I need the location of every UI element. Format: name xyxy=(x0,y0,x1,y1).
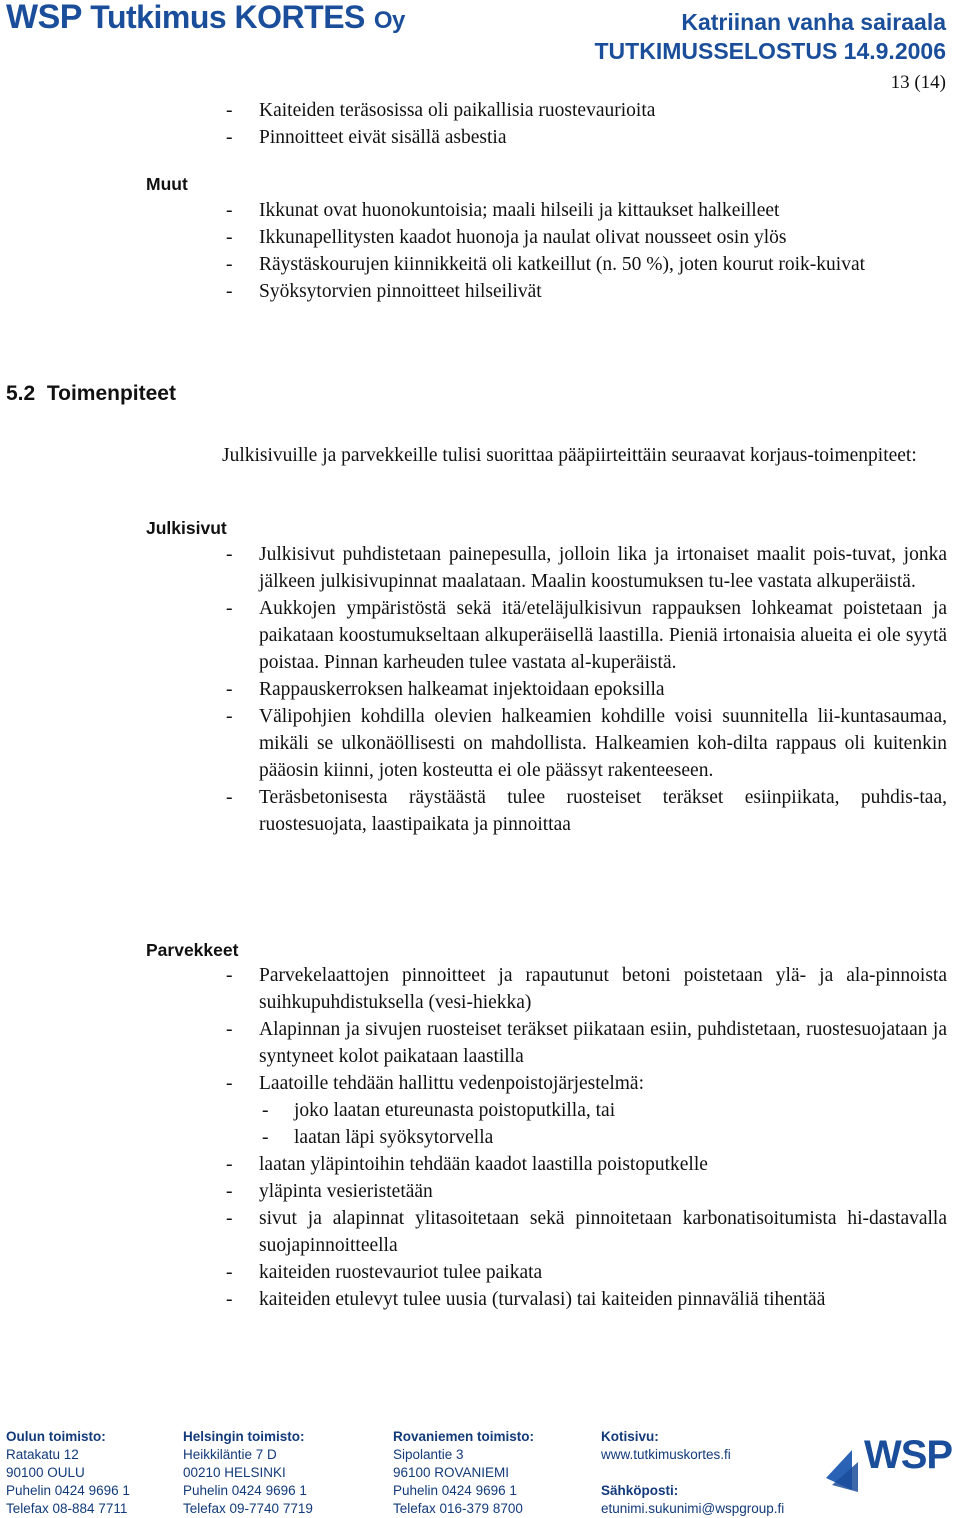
list-item: - Aukkojen ympäristöstä sekä itä/eteläjulkisivun rappauksen lohkeamat poistetaan ja paikataan koostumukseltaan alkuperäisellä laastilla. Pieniä irtonaisia alueita ei ole syytä poistaa. Pinnan karheuden tulee vastata al-kuperäistä. xyxy=(222,595,947,676)
footer-line: Heikkiläntie 7 D xyxy=(183,1447,277,1462)
footer-line: Ratakatu 12 xyxy=(6,1447,79,1462)
footer-line: Puhelin 0424 9696 1 xyxy=(6,1483,130,1498)
sub-list xyxy=(259,1097,947,1151)
footer-line: Telefax 08-884 7711 xyxy=(6,1501,128,1516)
section-intro: Julkisivuille ja parvekkeille tulisi suorittaa pääpiirteittäin seuraavat korjaus-toimenpiteet: xyxy=(222,445,917,466)
footer-title: Rovaniemen toimisto: xyxy=(393,1429,535,1444)
footer-helsinki xyxy=(183,1428,313,1518)
list-item: - Kaiteiden teräsosissa oli paikallisia ruostevaurioita xyxy=(222,97,947,124)
footer-line: Telefax 09-7740 7719 xyxy=(183,1501,313,1516)
list-item: - laatan yläpintoihin tehdään kaadot laastilla poistoputkelle xyxy=(222,1151,947,1178)
footer-contact xyxy=(601,1428,784,1518)
email-link[interactable]: etunimi.sukunimi@wspgroup.fi xyxy=(601,1501,785,1516)
list-item: - Välipohjien kohdilla olevien halkeamien kohdille voisi suunnitella lii-kuntasaumaa, mikäli se ulkonäöllisesti on mahdollista. Halkeamien koh-dilta rappaus oli kuitenkin pääosin kiinni, joten kosteutta ei ole päässyt rakenteeseen. xyxy=(222,703,947,784)
company-logo xyxy=(6,0,405,40)
list-item: - Julkisivut puhdistetaan painepesulla, jolloin lika ja irtonaiset maalit pois-tuvat, jonka jälkeen julkisivupinnat maalataan. Maalin koostumuksen tu-lee vastata alkuperäistä. xyxy=(222,541,947,595)
list-item: - kaiteiden etulevyt tulee uusia (turvalasi) tai kaiteiden pinnaväliä tihentää xyxy=(222,1286,947,1313)
top-list xyxy=(222,97,947,151)
footer-title: Helsingin toimisto: xyxy=(183,1429,305,1444)
section-heading-muut: Muut xyxy=(146,174,188,194)
list-item: - yläpinta vesieristetään xyxy=(222,1178,947,1205)
footer-title: Oulun toimisto: xyxy=(6,1429,106,1444)
muut-list xyxy=(222,197,902,305)
list-item-text: Laatoille tehdään hallittu vedenpoistojärjestelmä: xyxy=(259,1073,644,1094)
footer-logo xyxy=(818,1433,956,1498)
footer-rovaniemi xyxy=(393,1428,534,1518)
list-item: - Syöksytorvien pinnoitteet hilseilivät xyxy=(222,278,902,305)
logo-wsp: WSP xyxy=(6,0,82,36)
email-title: Sähköposti: xyxy=(601,1483,679,1498)
logo-name: Tutkimus KORTES xyxy=(90,0,365,35)
julkisivut-list xyxy=(222,541,947,838)
list-item: - sivut ja alapinnat ylitasoitetaan sekä pinnoitetaan karbonatisoitumista hi-dastavalla suojapinnoitteella xyxy=(222,1205,947,1259)
logo-oy: Oy xyxy=(373,7,405,34)
list-item: - Pinnoitteet eivät sisällä asbestia xyxy=(222,124,947,151)
footer-line: 90100 OULU xyxy=(6,1465,85,1480)
section-heading-julkisivut: Julkisivut xyxy=(146,518,227,538)
list-item xyxy=(222,1070,947,1151)
footer-title: Kotisivu: xyxy=(601,1429,659,1444)
website-link[interactable]: www.tutkimuskortes.fi xyxy=(601,1447,731,1462)
page-number: 13 (14) xyxy=(890,72,946,93)
footer-oulu xyxy=(6,1428,130,1518)
list-item: - Parvekelaattojen pinnoitteet ja rapautunut betoni poistetaan ylä- ja ala-pinnoista suihkupuhdistuksella (vesi-hiekka) xyxy=(222,962,947,1016)
list-item: - Räystäskourujen kiinnikkeitä oli katkeillut (n. 50 %), joten kourut roik-kuivat xyxy=(222,251,902,278)
section-heading-5-2: 5.2 Toimenpiteet xyxy=(6,382,176,405)
list-item: - Ikkunat ovat huonokuntoisia; maali hilseili ja kittaukset halkeilleet xyxy=(222,197,902,224)
list-item: - Ikkunapellitysten kaadot huonoja ja naulat olivat nousseet osin ylös xyxy=(222,224,902,251)
footer-line: Telefax 016-379 8700 xyxy=(393,1501,523,1516)
footer-logo-text: WSP xyxy=(864,1433,953,1477)
footer-line: 96100 ROVANIEMI xyxy=(393,1465,510,1480)
sub-list-item: - laatan läpi syöksytorvella xyxy=(259,1124,947,1151)
sub-list-item: - joko laatan etureunasta poistoputkilla, tai xyxy=(259,1097,947,1124)
document-title: Katriinan vanha sairaala xyxy=(681,9,946,35)
footer-line: Puhelin 0424 9696 1 xyxy=(393,1483,517,1498)
list-item: - kaiteiden ruostevauriot tulee paikata xyxy=(222,1259,947,1286)
footer-line: Sipolantie 3 xyxy=(393,1447,464,1462)
list-item: - Rappauskerroksen halkeamat injektoidaan epoksilla xyxy=(222,676,947,703)
parvekkeet-list xyxy=(222,962,947,1313)
report-date-line: TUTKIMUSSELOSTUS 14.9.2006 xyxy=(594,38,946,64)
list-item: - Alapinnan ja sivujen ruosteiset teräkset piikataan esiin, puhdistetaan, ruostesuojataan ja syntyneet kolot paikataan laastilla xyxy=(222,1016,947,1070)
footer-line: Puhelin 0424 9696 1 xyxy=(183,1483,307,1498)
section-heading-parvekkeet: Parvekkeet xyxy=(146,940,239,960)
list-item: - Teräsbetonisesta räystäästä tulee ruosteiset teräkset esiinpiikata, puhdis-taa, ruostesuojata, laastipaikata ja pinnoittaa xyxy=(222,784,947,838)
footer-line: 00210 HELSINKI xyxy=(183,1465,286,1480)
